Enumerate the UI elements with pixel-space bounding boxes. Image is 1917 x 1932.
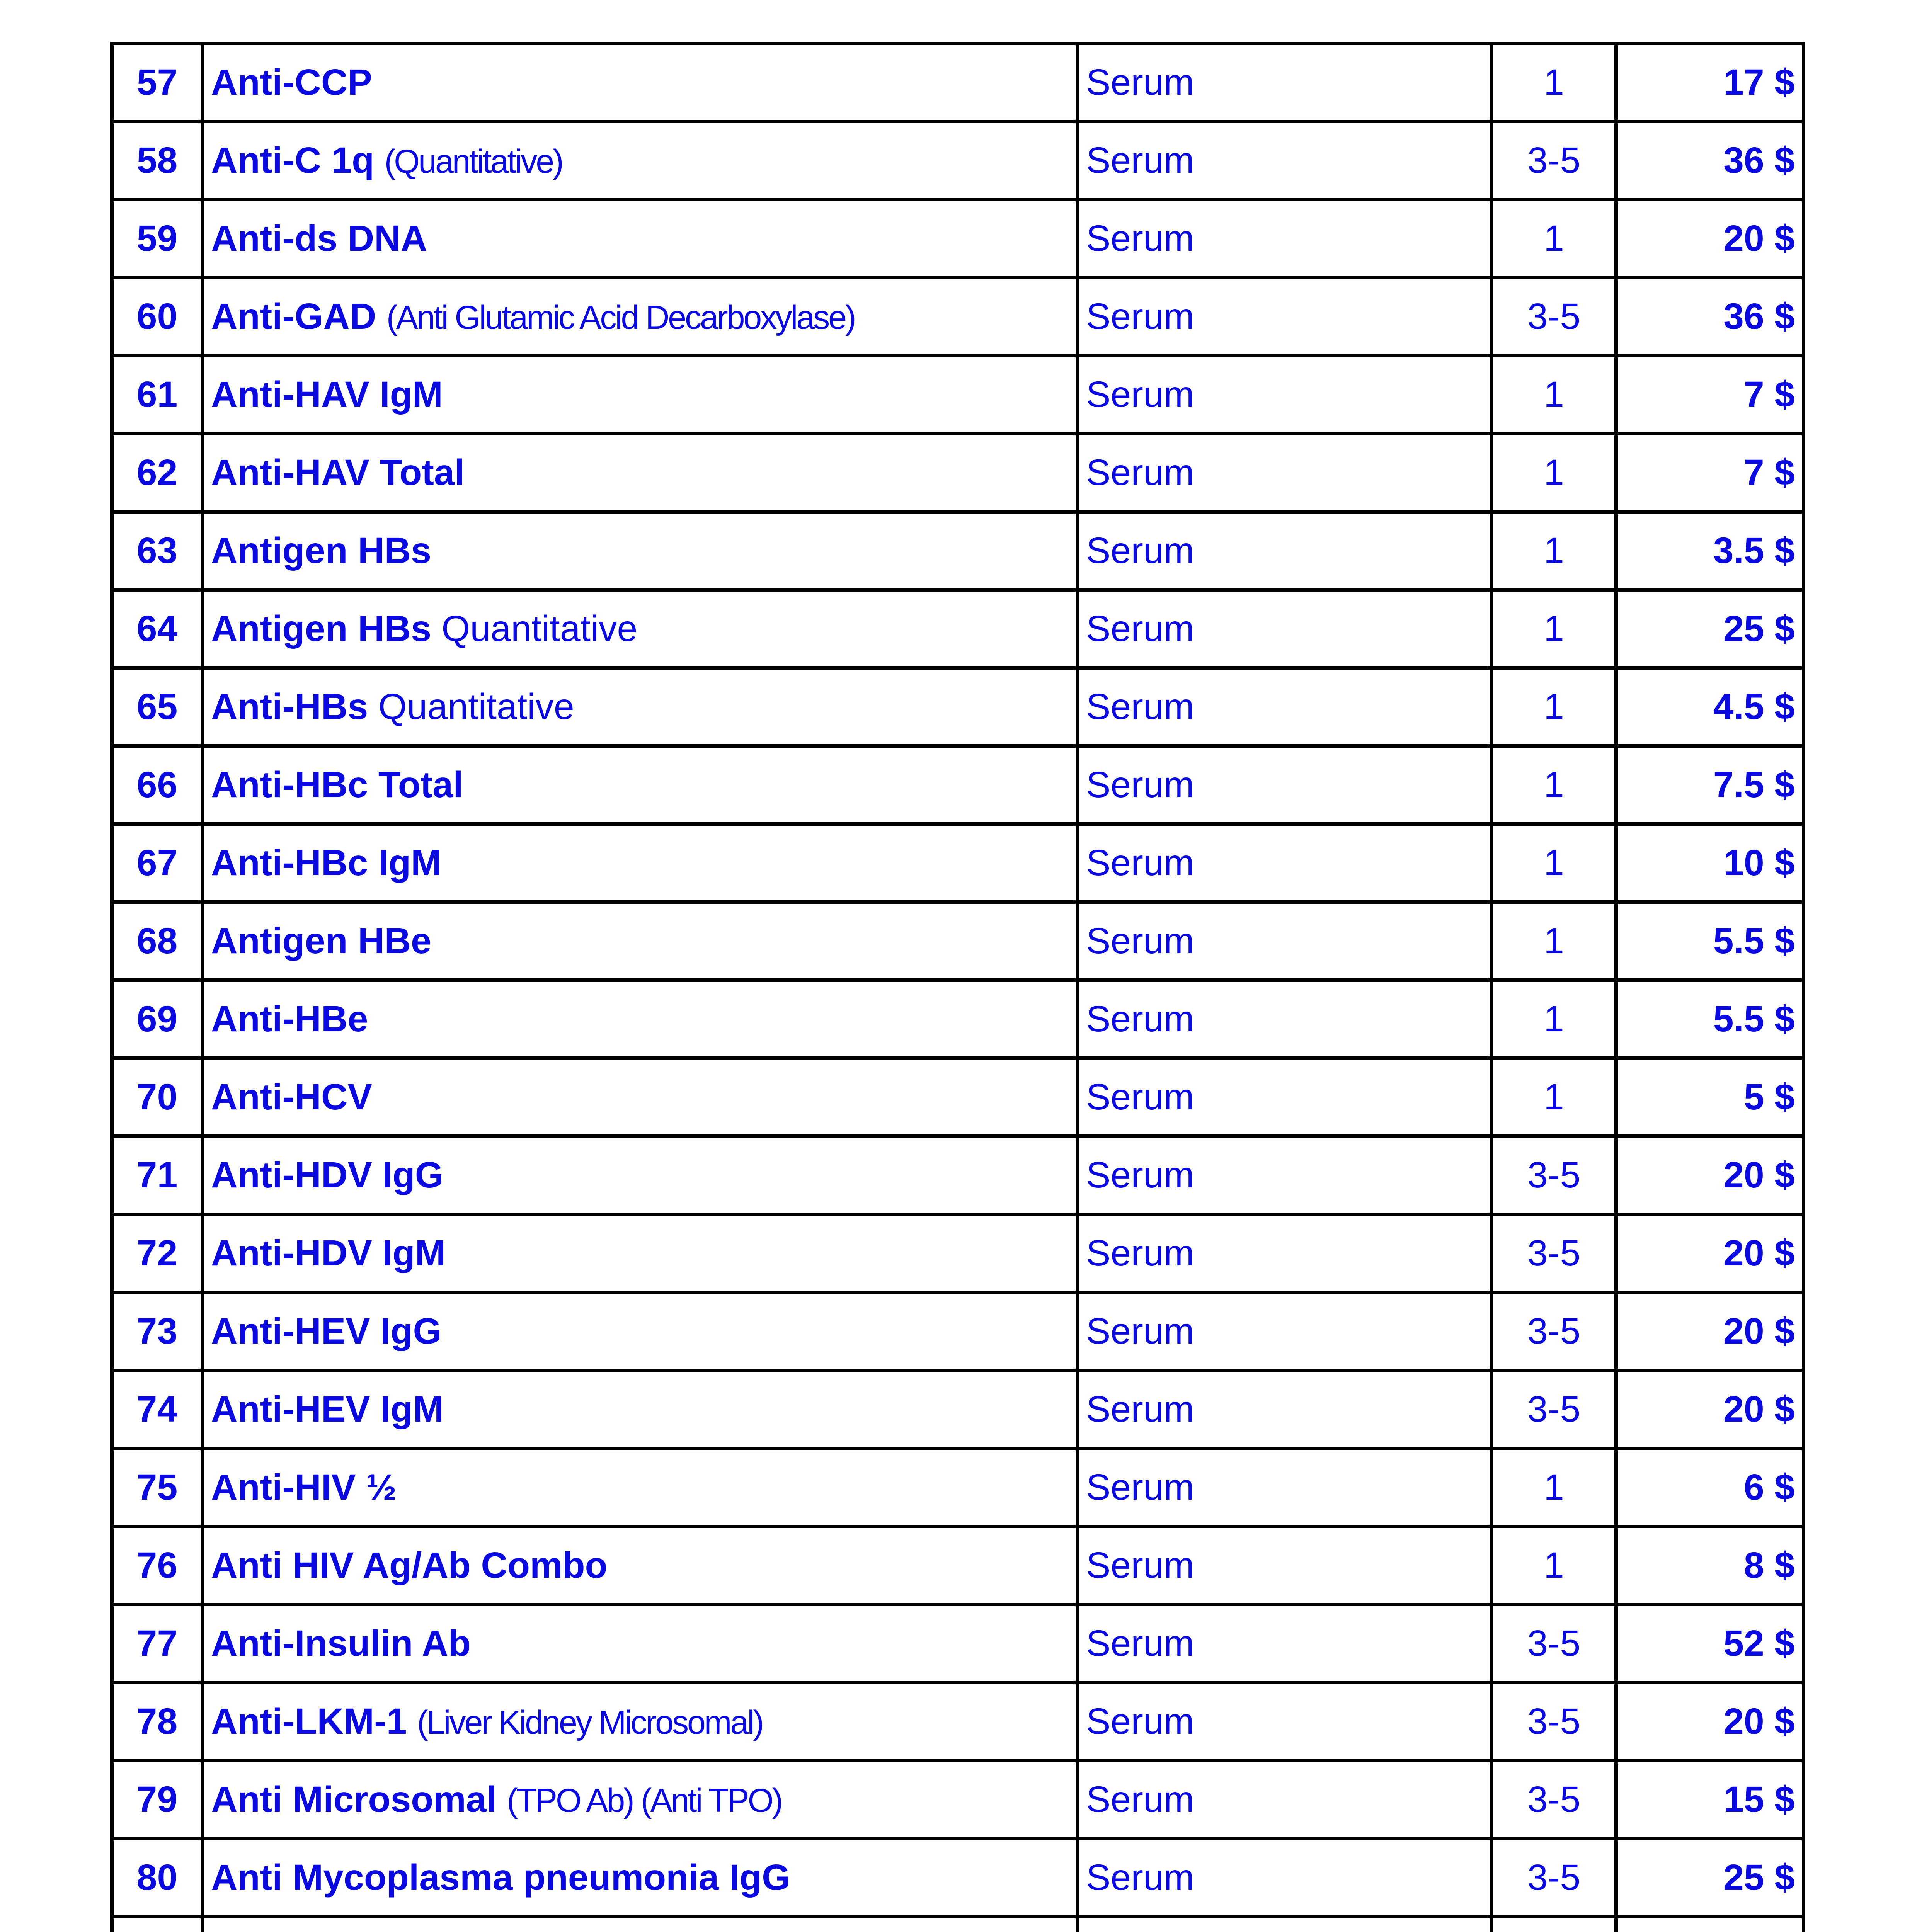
table-row (112, 1839, 1804, 1917)
price-cell: 36 $ (1616, 278, 1804, 356)
table-row (112, 1136, 1804, 1214)
table-row (112, 200, 1804, 278)
test-name-cell (203, 1605, 1078, 1683)
test-name-detail: (Liver Kidney Microsomal) (417, 1704, 763, 1741)
turnaround-days-cell: 1 (1492, 980, 1616, 1058)
test-name-cell (203, 434, 1078, 512)
sample-type-cell: Serum (1078, 1449, 1492, 1527)
test-name-detail: Quantitative (378, 686, 574, 727)
test-number-cell: 64 (112, 590, 203, 668)
test-name-cell (203, 902, 1078, 980)
turnaround-days-cell: 1 (1492, 590, 1616, 668)
table-row (112, 668, 1804, 746)
turnaround-days-cell: 3-5 (1492, 1761, 1616, 1839)
test-number-cell: 63 (112, 512, 203, 590)
test-number-cell: 57 (112, 44, 203, 122)
test-name-cell (203, 1449, 1078, 1527)
table-row (112, 1371, 1804, 1449)
test-name: Anti-HIV ½ (211, 1467, 397, 1508)
sample-type-cell: Serum (1078, 1839, 1492, 1917)
test-name-cell (203, 1527, 1078, 1605)
table-row (112, 122, 1804, 200)
table-row (112, 512, 1804, 590)
test-name-cell (203, 746, 1078, 824)
test-name: Anti Microsomal (211, 1779, 497, 1820)
test-name-cell (203, 1761, 1078, 1839)
price-cell: 20 $ (1616, 1293, 1804, 1371)
test-name: Anti-C 1q (211, 140, 375, 181)
sample-type-cell: Serum (1078, 824, 1492, 902)
price-cell: 6 $ (1616, 1449, 1804, 1527)
test-name-detail: (TPO Ab) (Anti TPO) (507, 1782, 782, 1819)
test-name-cell (203, 1214, 1078, 1293)
sample-type-cell: Serum (1078, 1136, 1492, 1214)
test-name-cell (203, 980, 1078, 1058)
sample-type-cell: Serum (1078, 512, 1492, 590)
table-row (112, 1449, 1804, 1527)
turnaround-days-cell: 1 (1492, 1449, 1616, 1527)
sample-type-cell: Serum (1078, 200, 1492, 278)
test-name: Anti-HBs (211, 686, 368, 727)
sample-type-cell: Serum (1078, 44, 1492, 122)
test-name: Anti-CCP (211, 62, 372, 103)
test-name-cell (203, 824, 1078, 902)
sample-type-cell: Serum (1078, 1214, 1492, 1293)
test-name-cell (203, 200, 1078, 278)
table-row (112, 1917, 1804, 1932)
test-name: Anti-HBe (211, 998, 368, 1039)
price-cell: 17 $ (1616, 44, 1804, 122)
test-name-cell (203, 278, 1078, 356)
table-body (112, 44, 1804, 1932)
test-number-cell: 70 (112, 1058, 203, 1136)
test-number-cell: 73 (112, 1293, 203, 1371)
test-name: Anti-HEV IgM (211, 1389, 444, 1430)
price-cell: 7.5 $ (1616, 746, 1804, 824)
test-name-cell (203, 590, 1078, 668)
test-name-cell (203, 668, 1078, 746)
turnaround-days-cell: 3-5 (1492, 1605, 1616, 1683)
test-number-cell: 79 (112, 1761, 203, 1839)
turnaround-days-cell (1492, 1917, 1616, 1932)
table-row (112, 1293, 1804, 1371)
table-row (112, 1761, 1804, 1839)
price-cell: 25 $ (1616, 1839, 1804, 1917)
test-name-detail: Quantitative (441, 608, 638, 649)
sample-type-cell: Serum (1078, 1293, 1492, 1371)
price-table (110, 42, 1805, 1932)
turnaround-days-cell: 1 (1492, 200, 1616, 278)
turnaround-days-cell: 1 (1492, 746, 1616, 824)
table-row (112, 980, 1804, 1058)
sample-type-cell: Serum (1078, 902, 1492, 980)
turnaround-days-cell: 3-5 (1492, 1683, 1616, 1761)
test-name-detail: (Anti Glutamic Acid Decarboxylase) (386, 299, 855, 336)
price-cell: 5.5 $ (1616, 980, 1804, 1058)
price-cell: 7 $ (1616, 356, 1804, 434)
test-name-cell (203, 1058, 1078, 1136)
test-number-cell: 74 (112, 1371, 203, 1449)
turnaround-days-cell: 1 (1492, 434, 1616, 512)
sample-type-cell: Serum (1078, 590, 1492, 668)
sample-type-cell: Serum (1078, 1058, 1492, 1136)
table-row (112, 746, 1804, 824)
table-row (112, 902, 1804, 980)
test-name-cell (203, 1136, 1078, 1214)
test-name-cell (203, 512, 1078, 590)
test-name: Antigen HBs (211, 530, 431, 571)
price-cell: 20 $ (1616, 1136, 1804, 1214)
turnaround-days-cell: 1 (1492, 1527, 1616, 1605)
sample-type-cell: Serum (1078, 1683, 1492, 1761)
turnaround-days-cell: 1 (1492, 44, 1616, 122)
table-row (112, 824, 1804, 902)
table-row (112, 1058, 1804, 1136)
price-cell (1616, 1917, 1804, 1932)
test-number-cell (112, 1917, 203, 1932)
price-cell: 7 $ (1616, 434, 1804, 512)
price-cell: 36 $ (1616, 122, 1804, 200)
turnaround-days-cell: 3-5 (1492, 278, 1616, 356)
turnaround-days-cell: 3-5 (1492, 1293, 1616, 1371)
test-number-cell: 80 (112, 1839, 203, 1917)
sample-type-cell (1078, 1917, 1492, 1932)
table-row (112, 1527, 1804, 1605)
price-cell: 52 $ (1616, 1605, 1804, 1683)
test-name-cell (203, 356, 1078, 434)
test-name-cell (203, 1371, 1078, 1449)
test-name-cell (203, 1683, 1078, 1761)
test-name: Anti-GAD (211, 296, 376, 337)
price-cell: 20 $ (1616, 1371, 1804, 1449)
price-cell: 20 $ (1616, 1214, 1804, 1293)
turnaround-days-cell: 1 (1492, 1058, 1616, 1136)
test-name: Anti-HEV IgG (211, 1311, 442, 1352)
table-row (112, 434, 1804, 512)
price-cell: 5.5 $ (1616, 902, 1804, 980)
sample-type-cell: Serum (1078, 1761, 1492, 1839)
sample-type-cell: Serum (1078, 356, 1492, 434)
turnaround-days-cell: 1 (1492, 356, 1616, 434)
price-cell: 8 $ (1616, 1527, 1804, 1605)
test-number-cell: 69 (112, 980, 203, 1058)
test-number-cell: 77 (112, 1605, 203, 1683)
sample-type-cell: Serum (1078, 278, 1492, 356)
test-name: Anti HIV Ag/Ab Combo (211, 1545, 608, 1586)
sample-type-cell: Serum (1078, 1605, 1492, 1683)
test-name-cell (203, 122, 1078, 200)
test-name-cell (203, 1839, 1078, 1917)
test-number-cell: 78 (112, 1683, 203, 1761)
test-name: Anti-HBc Total (211, 764, 463, 805)
test-name: Anti-HAV IgM (211, 374, 443, 415)
price-cell: 10 $ (1616, 824, 1804, 902)
test-number-cell: 65 (112, 668, 203, 746)
test-number-cell: 76 (112, 1527, 203, 1605)
table-row (112, 44, 1804, 122)
sample-type-cell: Serum (1078, 1527, 1492, 1605)
test-name: Anti-ds DNA (211, 218, 427, 259)
price-cell: 20 $ (1616, 200, 1804, 278)
test-name: Antigen HBs (211, 608, 431, 649)
price-cell: 4.5 $ (1616, 668, 1804, 746)
test-number-cell: 66 (112, 746, 203, 824)
test-name: Anti-HCV (211, 1077, 372, 1117)
turnaround-days-cell: 3-5 (1492, 1136, 1616, 1214)
table-row (112, 1605, 1804, 1683)
table-row (112, 356, 1804, 434)
test-number-cell: 72 (112, 1214, 203, 1293)
test-number-cell: 71 (112, 1136, 203, 1214)
test-number-cell: 75 (112, 1449, 203, 1527)
table-row (112, 278, 1804, 356)
sample-type-cell: Serum (1078, 668, 1492, 746)
sample-type-cell: Serum (1078, 122, 1492, 200)
test-name: Anti-Insulin Ab (211, 1623, 471, 1664)
test-name: Anti-LKM-1 (211, 1701, 407, 1742)
turnaround-days-cell: 3-5 (1492, 122, 1616, 200)
turnaround-days-cell: 1 (1492, 668, 1616, 746)
price-cell: 3.5 $ (1616, 512, 1804, 590)
sample-type-cell: Serum (1078, 746, 1492, 824)
test-name: Anti Mycoplasma pneumonia IgG (211, 1857, 791, 1898)
test-name: Anti-HAV Total (211, 452, 465, 493)
test-name: Antigen HBe (211, 920, 431, 961)
price-cell: 20 $ (1616, 1683, 1804, 1761)
turnaround-days-cell: 3-5 (1492, 1371, 1616, 1449)
test-name-cell (203, 1293, 1078, 1371)
test-name: Anti-HDV IgG (211, 1155, 444, 1196)
test-name: Anti-HDV IgM (211, 1233, 446, 1274)
test-name-detail: (Quantitative) (384, 143, 562, 180)
sample-type-cell: Serum (1078, 1371, 1492, 1449)
price-cell: 5 $ (1616, 1058, 1804, 1136)
test-number-cell: 67 (112, 824, 203, 902)
test-name-cell (203, 1917, 1078, 1932)
test-number-cell: 68 (112, 902, 203, 980)
test-number-cell: 58 (112, 122, 203, 200)
test-number-cell: 59 (112, 200, 203, 278)
test-number-cell: 60 (112, 278, 203, 356)
turnaround-days-cell: 3-5 (1492, 1214, 1616, 1293)
turnaround-days-cell: 3-5 (1492, 1839, 1616, 1917)
turnaround-days-cell: 1 (1492, 512, 1616, 590)
price-cell: 15 $ (1616, 1761, 1804, 1839)
table-row (112, 590, 1804, 668)
turnaround-days-cell: 1 (1492, 824, 1616, 902)
price-cell: 25 $ (1616, 590, 1804, 668)
turnaround-days-cell: 1 (1492, 902, 1616, 980)
test-number-cell: 61 (112, 356, 203, 434)
test-number-cell: 62 (112, 434, 203, 512)
table-row (112, 1214, 1804, 1293)
sample-type-cell: Serum (1078, 434, 1492, 512)
test-name-cell (203, 44, 1078, 122)
table-row (112, 1683, 1804, 1761)
sample-type-cell: Serum (1078, 980, 1492, 1058)
test-name: Anti-HBc IgM (211, 842, 442, 883)
